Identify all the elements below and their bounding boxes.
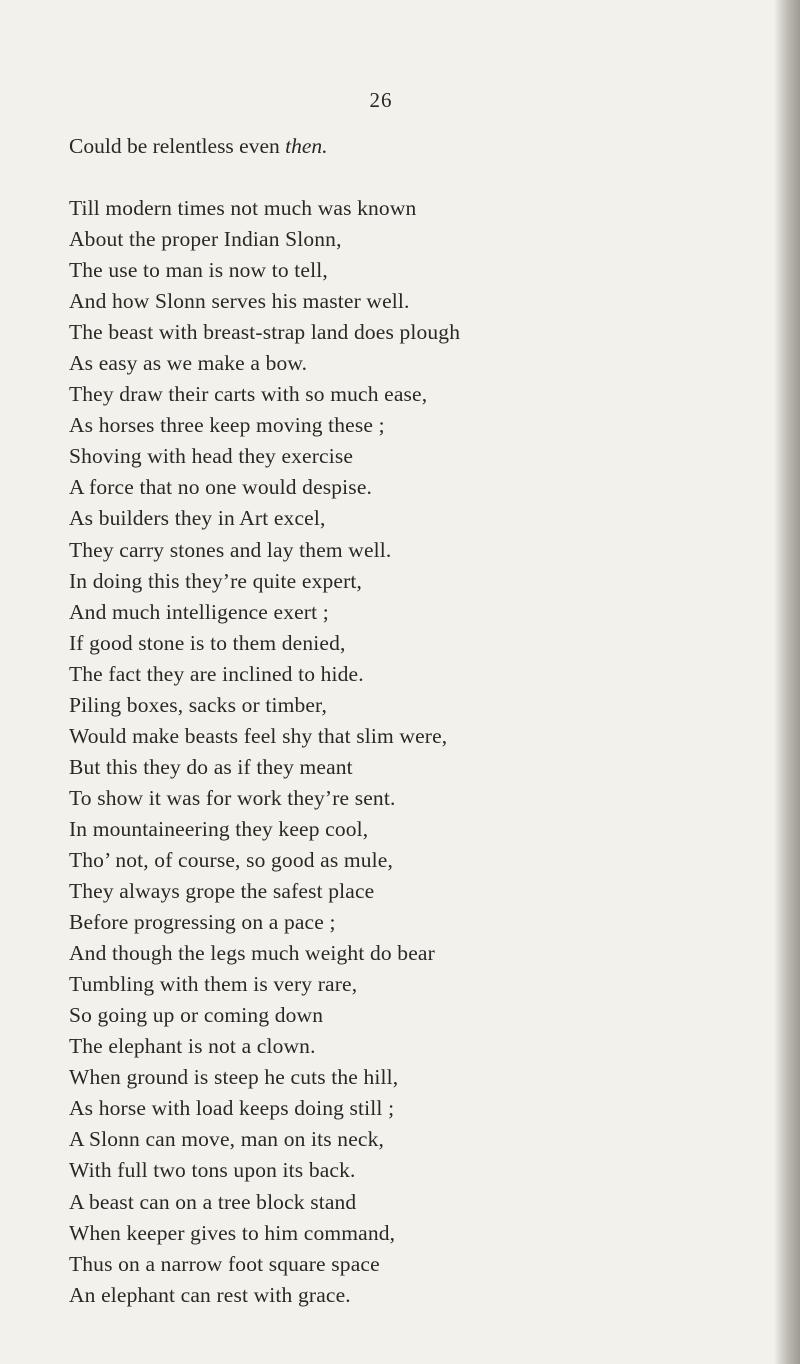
poem-line: About the proper Indian Slonn,	[69, 227, 342, 252]
poem-line: They carry stones and lay them well.	[69, 537, 392, 562]
poem-line: Before progressing on a pace ;	[69, 910, 336, 935]
page-number: 26	[369, 88, 393, 112]
lead-line	[69, 131, 328, 161]
poem-line: If good stone is to them denied,	[69, 630, 346, 655]
page-edge-shadow	[774, 0, 800, 1364]
poem-line: A beast can on a tree block stand	[69, 1189, 357, 1214]
poem-stanza	[69, 193, 460, 1311]
poem-line: When ground is steep he cuts the hill,	[69, 1065, 399, 1090]
lead-line-text: Could be relentless even	[69, 134, 280, 158]
poem-line: As horses three keep moving these ;	[69, 413, 385, 438]
poem-line: But this they do as if they meant	[69, 754, 353, 779]
poem-line: In mountaineering they keep cool,	[69, 816, 369, 841]
poem-line: When keeper gives to him command,	[69, 1220, 396, 1245]
poem-line: To show it was for work they’re sent.	[69, 785, 396, 810]
poem-line: Tumbling with them is very rare,	[69, 972, 358, 997]
poem-line: The fact they are inclined to hide.	[69, 661, 364, 686]
poem-line: As builders they in Art excel,	[69, 506, 326, 531]
poem-line: A Slonn can move, man on its neck,	[69, 1127, 385, 1152]
poem-line: In doing this they’re quite expert,	[69, 568, 363, 593]
poem-line: And much intelligence exert ;	[69, 599, 329, 624]
poem-line: Tho’ not, of course, so good as mule,	[69, 847, 394, 872]
poem-line: As easy as we make a bow.	[69, 351, 308, 376]
poem-line: So going up or coming down	[69, 1003, 324, 1028]
poem-line: They draw their carts with so much ease,	[69, 382, 428, 407]
poem-line: With full two tons upon its back.	[69, 1158, 356, 1183]
poem-line: Would make beasts feel shy that slim were,	[69, 723, 448, 748]
poem-line: Shoving with head they exercise	[69, 444, 354, 469]
poem-line: An elephant can rest with grace.	[69, 1282, 351, 1307]
poem-line: A force that no one would despise.	[69, 475, 373, 500]
poem-line: Till modern times not much was known	[69, 196, 417, 220]
poem-line: The elephant is not a clown.	[69, 1034, 316, 1059]
poem-line: And though the legs much weight do bear	[69, 941, 435, 966]
poem-line: The beast with breast-strap land does plough	[69, 320, 461, 345]
poem-line: Piling boxes, sacks or timber,	[69, 692, 328, 717]
lead-line-emphasis: then.	[285, 134, 328, 158]
poem-line: As horse with load keeps doing still ;	[69, 1096, 395, 1121]
poem-line: The use to man is now to tell,	[69, 258, 328, 283]
poem-line: And how Slonn serves his master well.	[69, 289, 410, 314]
poem-line: They always grope the safest place	[69, 879, 375, 904]
poem-line: Thus on a narrow foot square space	[69, 1251, 380, 1276]
